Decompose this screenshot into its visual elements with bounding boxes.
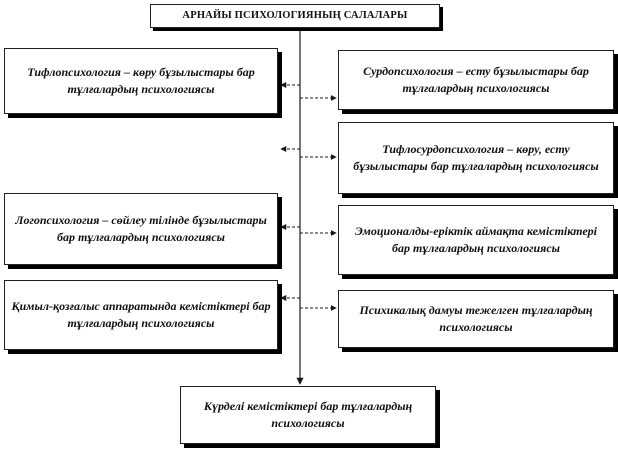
- box-tiflopsychology: Тифлопсихология – көру бұзылыстары бар тұлғалардың психологиясы: [4, 48, 278, 114]
- box-tiflosurdopsychology: Тифлосурдопсихология – көру, есту бұзылыстары бар тұлғалардың психологиясы: [338, 122, 614, 194]
- box-complex-defects: Күрделі кемістіктері бар тұлғалардың психологиясы: [180, 386, 436, 444]
- box-emotional-volitional: Эмоционалды-еріктік аймақта кемістіктері бар тұлғалардың психологиясы: [338, 205, 614, 275]
- box-logopsychology: Логопсихология – сөйлеу тілінде бұзылыстары бар тұлғалардың психологиясы: [4, 193, 278, 265]
- box-surdopsychology: Сурдопсихология – есту бұзылыстары бар тұлғалардың психологиясы: [338, 50, 614, 110]
- title-box: АРНАЙЫ ПСИХОЛОГИЯНЫҢ САЛАЛАРЫ: [150, 4, 440, 28]
- box-motor-apparatus: Қимыл-қозғалыс аппаратында кемістіктері бар тұлғалардың психологиясы: [4, 280, 278, 350]
- box-delayed-development: Психикалық дамуы тежелген тұлғалардың психологиясы: [338, 290, 614, 348]
